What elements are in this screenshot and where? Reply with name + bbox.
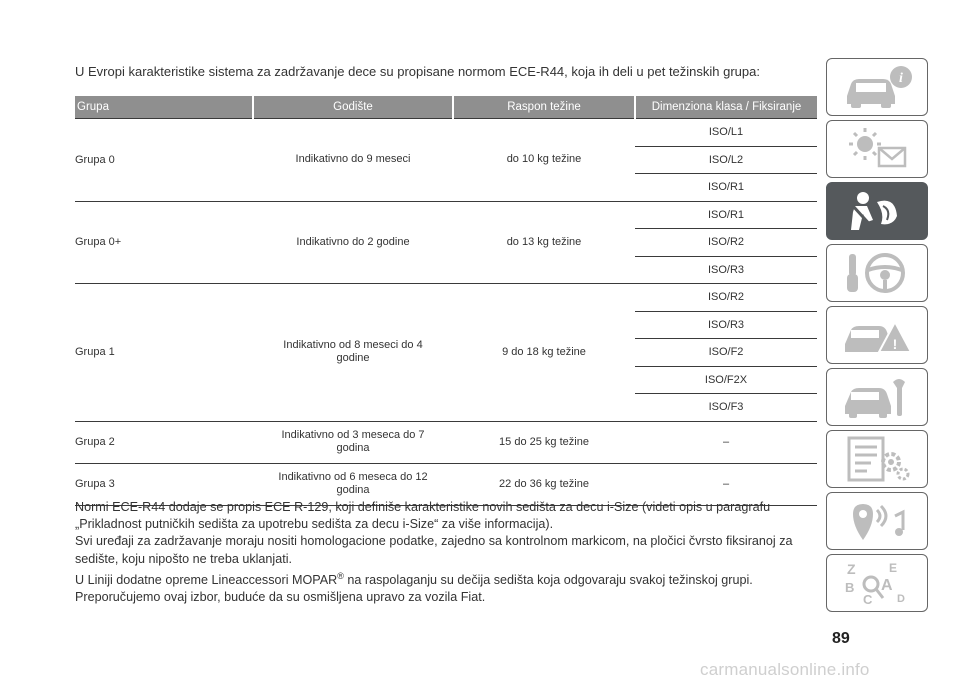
age-cell: Indikativno do 2 godine <box>253 201 453 284</box>
table-row <box>75 119 817 147</box>
age-cell: Indikativno od 8 meseci do 4 godine <box>253 284 453 422</box>
header-class: Dimenziona klasa / Fiksiranje <box>635 96 817 119</box>
class-cell: – <box>635 421 817 463</box>
tab-multimedia[interactable] <box>826 492 928 550</box>
note-paragraph: Svi uređaji za zadržavanje moraju nositi homologacione podatke, zajedno sa kontrolnom markicom, na pločici čvrsto fiksiranoj za sedište, koju nipošto ne treba uklanjati. <box>75 534 793 566</box>
class-cell: ISO/R3 <box>635 256 817 284</box>
header-weight: Raspon težine <box>453 96 635 119</box>
svg-text:C: C <box>863 592 873 607</box>
group-cell: Grupa 2 <box>75 421 253 463</box>
safety-airbag-icon <box>837 186 917 236</box>
weight-cell: do 10 kg težine <box>453 119 635 202</box>
class-cell: ISO/F2 <box>635 339 817 367</box>
class-cell: ISO/L2 <box>635 146 817 174</box>
emergency-icon <box>837 310 917 360</box>
age-cell: Indikativno od 3 meseca do 7 godina <box>253 421 453 463</box>
class-cell: ISO/R2 <box>635 229 817 257</box>
class-cell: ISO/F2X <box>635 366 817 394</box>
class-cell: ISO/R1 <box>635 174 817 202</box>
class-cell: ISO/R2 <box>635 284 817 312</box>
svg-text:i: i <box>899 71 903 86</box>
watermark: carmanualsonline.info <box>700 660 870 679</box>
registered-mark: ® <box>337 570 344 581</box>
weight-cell: 9 do 18 kg težine <box>453 284 635 422</box>
tab-car-info[interactable] <box>826 58 928 116</box>
class-cell: – <box>635 463 817 505</box>
group-cell: Grupa 0 <box>75 119 253 202</box>
multimedia-icon <box>837 496 917 546</box>
table-header-row <box>75 96 817 119</box>
svg-text:E: E <box>889 561 898 575</box>
weight-cell: 22 do 36 kg težine <box>453 463 635 505</box>
header-age: Godište <box>253 96 453 119</box>
tab-warning-lights[interactable] <box>826 120 928 178</box>
tab-index[interactable] <box>826 554 928 612</box>
tab-safety[interactable] <box>826 182 928 240</box>
class-cell: ISO/F3 <box>635 394 817 422</box>
tab-emergency[interactable] <box>826 306 928 364</box>
child-seat-groups-table <box>75 96 817 506</box>
index-icon <box>837 558 917 608</box>
table-row <box>75 421 817 463</box>
class-cell: ISO/L1 <box>635 119 817 147</box>
weight-cell: do 13 kg težine <box>453 201 635 284</box>
starting-driving-icon <box>837 248 917 298</box>
intro-text: U Evropi karakteristike sistema za zadržavanje dece su propisane normom ECE-R44, koja ih deli u pet težinskih grupa: <box>75 64 760 79</box>
page-number: 89 <box>832 630 850 647</box>
note-paragraph: Normi ECE-R44 dodaje se propis ECE R-129, koji definiše karakteristike novih sedišta za decu i-Size (videti opis u paragrafu „Prikladnost putničkih sedišta za upotrebu sedišta za decu i-Size“ za više informacija). <box>75 500 771 532</box>
svg-text:B: B <box>845 580 855 595</box>
car-info-icon <box>837 62 917 112</box>
technical-data-icon <box>837 434 917 484</box>
age-cell: Indikativno od 6 meseca do 12 godina <box>253 463 453 505</box>
note-paragraph: U Liniji dodatne opreme Lineaccessori MOPAR® na raspolaganju su dečija sedišta koja odgovaraju svakoj težinskoj grupi. Preporučujemo ovaj izbor, buduće da su osmišljena upravo za vozila Fiat. <box>75 570 753 605</box>
weight-cell: 15 do 25 kg težine <box>453 421 635 463</box>
class-cell: ISO/R3 <box>635 311 817 339</box>
group-cell: Grupa 1 <box>75 284 253 422</box>
maintenance-icon <box>837 372 917 422</box>
svg-text:!: ! <box>892 336 898 352</box>
svg-text:Z: Z <box>847 561 856 577</box>
warning-lights-icon <box>837 124 917 174</box>
group-cell: Grupa 0+ <box>75 201 253 284</box>
tab-technical-data[interactable] <box>826 430 928 488</box>
notes <box>75 499 819 606</box>
tab-maintenance[interactable] <box>826 368 928 426</box>
svg-text:D: D <box>897 593 905 605</box>
svg-text:A: A <box>881 577 893 594</box>
table-row <box>75 284 817 312</box>
age-cell: Indikativno do 9 meseci <box>253 119 453 202</box>
group-cell: Grupa 3 <box>75 463 253 505</box>
class-cell: ISO/R1 <box>635 201 817 229</box>
table-row <box>75 201 817 229</box>
tab-starting-driving[interactable] <box>826 244 928 302</box>
header-group: Grupa <box>75 96 253 119</box>
